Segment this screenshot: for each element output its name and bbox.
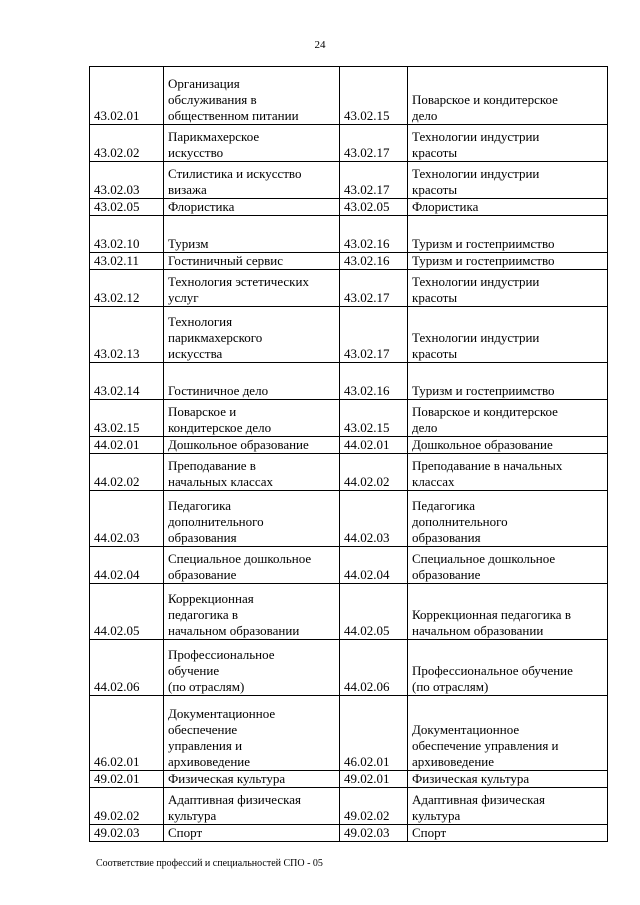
old-name: Технология эстетических услуг <box>168 274 309 305</box>
page-number: 24 <box>314 39 326 51</box>
old-code-cell <box>90 825 164 842</box>
old-name: Адаптивная физическая культура <box>168 792 302 823</box>
new-code: 44.02.05 <box>344 623 390 638</box>
old-name: Организация обслуживания в общественном питании <box>168 76 299 123</box>
new-code-cell <box>340 363 408 400</box>
old-code-cell <box>90 199 164 216</box>
new-code: 43.02.17 <box>344 145 390 160</box>
new-code: 46.02.01 <box>344 754 390 769</box>
new-code: 43.02.15 <box>344 420 390 435</box>
new-name-cell <box>408 67 608 125</box>
new-name-cell <box>408 125 608 162</box>
new-name: Технологии индустрии красоты <box>412 166 540 197</box>
old-code-cell <box>90 216 164 253</box>
old-code: 44.02.03 <box>94 530 140 545</box>
old-code-cell <box>90 363 164 400</box>
new-name: Поварское и кондитерское дело <box>412 92 558 123</box>
new-name-cell <box>408 437 608 454</box>
new-name: Поварское и кондитерское дело <box>412 404 558 435</box>
new-name-cell <box>408 771 608 788</box>
old-name: Флористика <box>168 199 235 214</box>
new-code: 44.02.02 <box>344 474 390 489</box>
old-code: 44.02.05 <box>94 623 140 638</box>
new-code-cell <box>340 162 408 199</box>
old-code-cell <box>90 67 164 125</box>
old-code-cell <box>90 491 164 547</box>
old-name: Поварское и кондитерское дело <box>168 404 272 435</box>
old-code-cell <box>90 253 164 270</box>
new-code-cell <box>340 199 408 216</box>
old-name: Профессиональное обучение (по отраслям) <box>168 647 275 694</box>
new-name-cell <box>408 491 608 547</box>
new-name: Туризм и гостеприимство <box>412 253 555 268</box>
new-name: Технологии индустрии красоты <box>412 274 540 305</box>
old-code-cell <box>90 547 164 584</box>
table-row <box>90 437 608 454</box>
old-name: Спорт <box>168 825 203 840</box>
table-row <box>90 162 608 199</box>
new-name-cell <box>408 216 608 253</box>
new-name-cell <box>408 584 608 640</box>
new-name: Профессиональное обучение (по отраслям) <box>412 663 573 694</box>
old-name-cell <box>164 67 340 125</box>
new-name: Флористика <box>412 199 479 214</box>
new-name-cell <box>408 162 608 199</box>
table-row <box>90 696 608 771</box>
new-name: Технологии индустрии красоты <box>412 330 540 361</box>
new-code: 49.02.02 <box>344 808 390 823</box>
old-code: 43.02.11 <box>94 253 140 268</box>
new-code-cell <box>340 584 408 640</box>
table-row <box>90 454 608 491</box>
old-name: Гостиничный сервис <box>168 253 284 268</box>
new-code-cell <box>340 253 408 270</box>
table-row <box>90 67 608 125</box>
old-code: 49.02.01 <box>94 771 140 786</box>
old-name-cell <box>164 491 340 547</box>
table-row <box>90 216 608 253</box>
old-name: Туризм <box>168 236 209 251</box>
table-row <box>90 771 608 788</box>
new-name-cell <box>408 547 608 584</box>
new-code: 49.02.01 <box>344 771 390 786</box>
old-name-cell <box>164 788 340 825</box>
new-name: Адаптивная физическая культура <box>412 792 546 823</box>
old-code: 43.02.03 <box>94 182 140 197</box>
old-code: 49.02.02 <box>94 808 140 823</box>
new-code-cell <box>340 125 408 162</box>
old-code: 46.02.01 <box>94 754 140 769</box>
old-name: Гостиничное дело <box>168 383 269 398</box>
new-name: Спорт <box>412 825 447 840</box>
old-code-cell <box>90 788 164 825</box>
new-name: Специальное дошкольное образование <box>412 551 556 582</box>
new-code-cell <box>340 437 408 454</box>
table-row <box>90 307 608 363</box>
new-name: Дошкольное образование <box>412 437 553 452</box>
old-code: 43.02.02 <box>94 145 140 160</box>
old-name-cell <box>164 253 340 270</box>
new-code-cell <box>340 216 408 253</box>
new-name: Коррекционная педагогика в начальном образовании <box>412 607 571 638</box>
old-code: 43.02.14 <box>94 383 140 398</box>
old-name: Физическая культура <box>168 771 286 786</box>
new-name-cell <box>408 825 608 842</box>
old-code-cell <box>90 437 164 454</box>
new-code: 43.02.17 <box>344 346 390 361</box>
new-code: 49.02.03 <box>344 825 390 840</box>
old-code: 44.02.02 <box>94 474 140 489</box>
table-row <box>90 363 608 400</box>
new-name-cell <box>408 400 608 437</box>
new-name: Преподавание в начальных классах <box>412 458 563 489</box>
old-code: 43.02.10 <box>94 236 140 251</box>
old-code: 44.02.01 <box>94 437 140 452</box>
old-name-cell <box>164 696 340 771</box>
new-code: 43.02.05 <box>344 199 390 214</box>
old-code: 43.02.15 <box>94 420 140 435</box>
new-code-cell <box>340 307 408 363</box>
new-code-cell <box>340 547 408 584</box>
new-code: 43.02.17 <box>344 290 390 305</box>
old-name-cell <box>164 199 340 216</box>
old-name: Дошкольное образование <box>168 437 309 452</box>
old-code: 43.02.05 <box>94 199 140 214</box>
table-row <box>90 199 608 216</box>
old-name-cell <box>164 400 340 437</box>
old-code: 49.02.03 <box>94 825 140 840</box>
old-name: Педагогика дополнительного образования <box>168 498 264 545</box>
new-code-cell <box>340 825 408 842</box>
new-name-cell <box>408 640 608 696</box>
old-name-cell <box>164 640 340 696</box>
old-name: Технология парикмахерского искусства <box>168 314 263 361</box>
table-row <box>90 491 608 547</box>
new-code-cell <box>340 771 408 788</box>
old-name-cell <box>164 363 340 400</box>
old-name-cell <box>164 307 340 363</box>
old-code-cell <box>90 454 164 491</box>
new-code: 44.02.01 <box>344 437 390 452</box>
new-name-cell <box>408 696 608 771</box>
old-name-cell <box>164 270 340 307</box>
new-name-cell <box>408 253 608 270</box>
new-name-cell <box>408 788 608 825</box>
old-code-cell <box>90 307 164 363</box>
old-code: 43.02.12 <box>94 290 140 305</box>
old-name-cell <box>164 547 340 584</box>
page-footer: Соответствие профессий и специальностей СПО - 05 <box>96 858 323 869</box>
table-row <box>90 125 608 162</box>
old-code-cell <box>90 640 164 696</box>
correspondence-table <box>89 66 608 842</box>
old-code-cell <box>90 125 164 162</box>
old-code: 43.02.13 <box>94 346 140 361</box>
new-code: 44.02.03 <box>344 530 390 545</box>
old-code-cell <box>90 771 164 788</box>
new-code: 44.02.06 <box>344 679 390 694</box>
old-code: 43.02.01 <box>94 108 140 123</box>
old-code: 44.02.06 <box>94 679 140 694</box>
new-code: 43.02.17 <box>344 182 390 197</box>
new-name: Педагогика дополнительного образования <box>412 498 508 545</box>
new-code: 44.02.04 <box>344 567 390 582</box>
new-code: 43.02.15 <box>344 108 390 123</box>
table-row <box>90 400 608 437</box>
new-code-cell <box>340 67 408 125</box>
new-code-cell <box>340 454 408 491</box>
new-name-cell <box>408 307 608 363</box>
new-name-cell <box>408 363 608 400</box>
new-name: Документационное обеспечение управления и архивоведение <box>412 722 559 769</box>
new-code-cell <box>340 788 408 825</box>
new-code: 43.02.16 <box>344 253 390 268</box>
old-code-cell <box>90 400 164 437</box>
new-name: Туризм и гостеприимство <box>412 383 555 398</box>
old-name: Документационное обеспечение управления и архивоведение <box>168 706 276 769</box>
new-name: Физическая культура <box>412 771 530 786</box>
old-name: Стилистика и искусство визажа <box>168 166 302 197</box>
table-row <box>90 584 608 640</box>
old-code-cell <box>90 270 164 307</box>
table-row <box>90 270 608 307</box>
old-name-cell <box>164 771 340 788</box>
new-code: 43.02.16 <box>344 383 390 398</box>
table-row <box>90 547 608 584</box>
table-row <box>90 825 608 842</box>
old-name-cell <box>164 437 340 454</box>
table-body <box>90 67 608 842</box>
old-code: 44.02.04 <box>94 567 140 582</box>
table-row <box>90 253 608 270</box>
new-code-cell <box>340 491 408 547</box>
old-name: Преподавание в начальных классах <box>168 458 274 489</box>
new-name-cell <box>408 270 608 307</box>
old-name-cell <box>164 825 340 842</box>
old-name-cell <box>164 454 340 491</box>
old-name: Специальное дошкольное образование <box>168 551 312 582</box>
old-name-cell <box>164 216 340 253</box>
old-name-cell <box>164 584 340 640</box>
new-name-cell <box>408 199 608 216</box>
new-code: 43.02.16 <box>344 236 390 251</box>
new-code-cell <box>340 696 408 771</box>
new-code-cell <box>340 400 408 437</box>
table-row <box>90 640 608 696</box>
new-name-cell <box>408 454 608 491</box>
old-code-cell <box>90 162 164 199</box>
new-name: Технологии индустрии красоты <box>412 129 540 160</box>
old-name-cell <box>164 125 340 162</box>
old-code-cell <box>90 696 164 771</box>
old-name-cell <box>164 162 340 199</box>
table-row <box>90 788 608 825</box>
old-code-cell <box>90 584 164 640</box>
old-name: Коррекционная педагогика в начальном образовании <box>168 591 300 638</box>
new-code-cell <box>340 270 408 307</box>
new-name: Туризм и гостеприимство <box>412 236 555 251</box>
old-name: Парикмахерское искусство <box>168 129 260 160</box>
new-code-cell <box>340 640 408 696</box>
